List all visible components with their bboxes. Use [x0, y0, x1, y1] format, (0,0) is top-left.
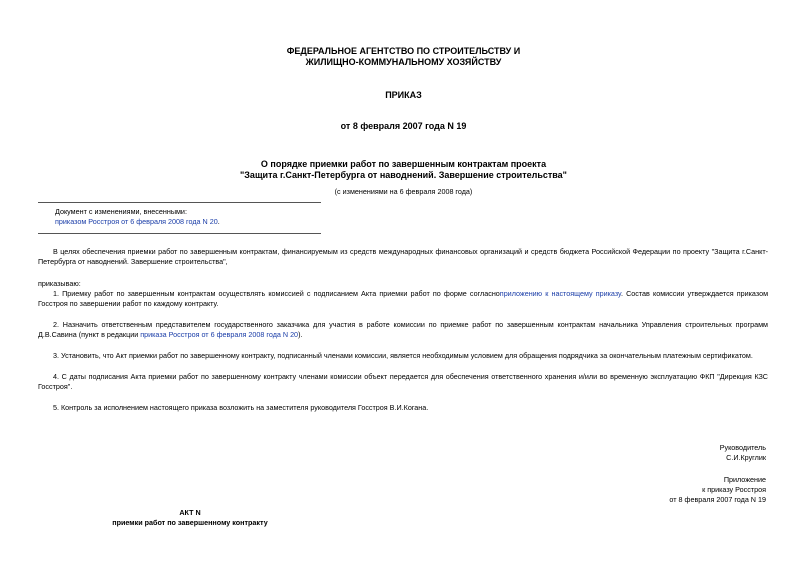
amend-box-top-rule: [38, 202, 321, 203]
signature-name: С.И.Круглик: [726, 453, 766, 462]
intro-paragraph: В целях обеспечения приемки работ по завершенным контрактам, финансируемым из средств международных финансовых организаций и средств бюджета Российской Федерации по проекту "Защита г.Санкт-Петербурга от наводнений. Завершение строительства",: [38, 247, 768, 266]
amend-link[interactable]: приказом Росстроя от 6 февраля 2008 года N 20: [55, 217, 218, 226]
paragraph-5: 5. Контроль за исполнением настоящего приказа возложить на заместителя руководителя Госстроя В.И.Когана.: [53, 403, 429, 412]
document-date: от 8 февраля 2007 года N 19: [340, 121, 467, 131]
paragraph-3: 3. Установить, что Акт приемки работ по завершенному контракту, подписанный членами комиссии, является необходимым условием для обращения подрядчика за окончательным платежным сертификатом.: [53, 351, 753, 360]
paragraph-2: 2. Назначить ответственным представителем государственного заказчика для участия в работе комиссии по приемке работ по завершенным контрактам начальника Управления строительных программ Д.В.Савина (пункт в редакции приказа Росстроя от 6 февраля 2008 года N 20).: [38, 320, 768, 339]
document-title-line1: О порядке приемки работ по завершенным контрактам проекта: [260, 159, 547, 169]
signature-role: Руководитель: [719, 443, 766, 452]
paragraph-1: 1. Приемку работ по завершенным контрактам осуществлять комиссией с подписанием Акта приемки работ по форме согласноприложению к настоящему приказу. Состав комиссии утверждается приказом Госстроя по завершении работ по каждому контракту.: [38, 289, 769, 308]
agency-name-line2: ЖИЛИЩНО-КОММУНАЛЬНОМУ ХОЗЯЙСТВУ: [305, 57, 502, 67]
agency-name-line1: ФЕДЕРАЛЬНОЕ АГЕНТСТВО ПО СТРОИТЕЛЬСТВУ И: [286, 46, 521, 56]
act-subtitle: приемки работ по завершенному контракту: [112, 518, 268, 527]
revision-note: (с изменениями на 6 февраля 2008 года): [334, 187, 473, 196]
document-title-line2: "Защита г.Санкт-Петербурга от наводнений. Завершение строительства": [240, 170, 567, 180]
amend-order-link[interactable]: приказа Росстроя от 6 февраля 2008 года N 20: [140, 330, 299, 339]
appendix-link[interactable]: приложению к настоящему приказу: [499, 289, 621, 298]
appendix-date: от 8 февраля 2007 года N 19: [669, 495, 766, 504]
document-type: ПРИКАЗ: [385, 90, 422, 100]
appendix-ref: к приказу Росстроя: [702, 485, 766, 494]
amend-box-link-line: приказом Росстроя от 6 февраля 2008 года N 20.: [55, 217, 220, 226]
act-title: АКТ N: [179, 508, 201, 517]
paragraph-4: 4. С даты подписания Акта приемки работ по завершенному контракту членами комиссии объект передается для обеспечения ответственного хранения и/или во временную эксплуатацию ФКП "Дирекция КЗС Госстроя".: [38, 372, 768, 391]
appendix-label: Приложение: [723, 475, 766, 484]
amend-box-text: Документ с изменениями, внесенными:: [55, 207, 187, 216]
order-word: приказываю:: [38, 279, 81, 288]
amend-box-bottom-rule: [38, 233, 321, 234]
